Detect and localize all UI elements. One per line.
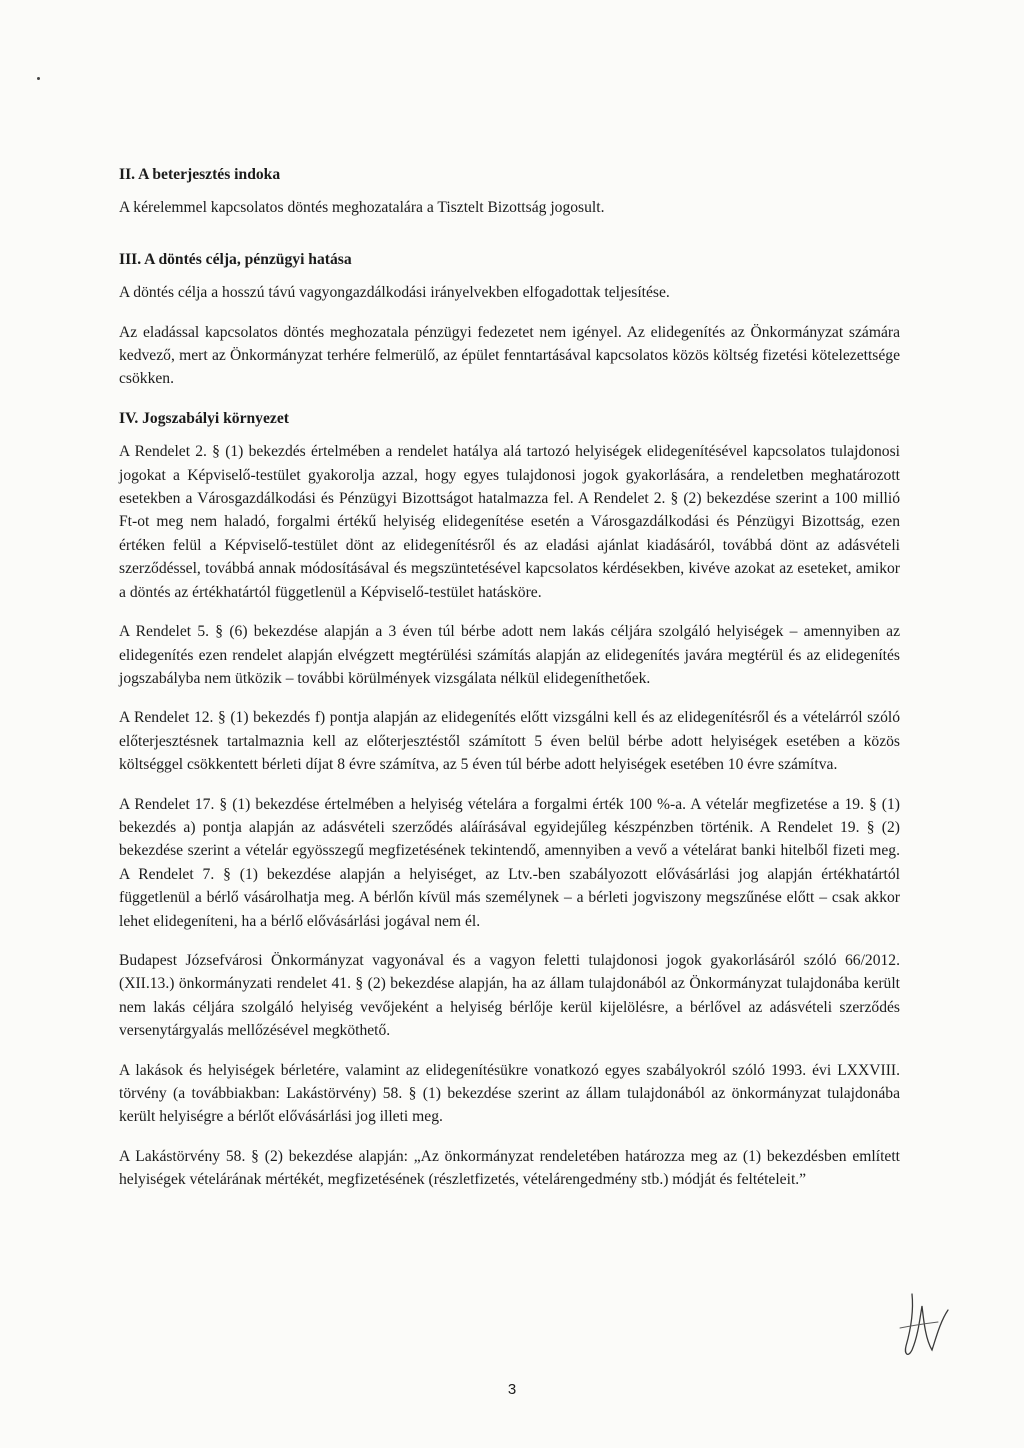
paragraph: A Rendelet 12. § (1) bekezdés f) pontja alapján az elidegenítés előtt vizsgálni kell és az elidegenítésről és a vételárról szóló előterjesztésnek tartalmaznia kell az előterjesztéstől számított 5 éven belül bérbe adott helyiségek esetében a közös költséggel csökkentett bérleti díjat 8 évre számítva, az 5 éven túl bérbe adott helyiségek esetében 10 évre számítva. — [119, 709, 900, 774]
paragraph: A Lakástörvény 58. § (2) bekezdése alapján: „Az önkormányzat rendeletében határozza meg az (1) bekezdésben említett helyiségek vételárának mértékét, megfizetésének (részletfizetés, vételárengedmény stb.) módját és feltételeit.” — [119, 1147, 900, 1189]
paragraph: A döntés célja a hosszú távú vagyongazdálkodási irányelvekben elfogadottak teljesítése. — [119, 284, 670, 302]
section-heading-jogszabalyi-kornyezet: IV. Jogszabályi környezet — [119, 409, 289, 427]
paragraph: Budapest Józsefvárosi Önkormányzat vagyonával és a vagyon feletti tulajdonosi jogok gyakorlásáról szóló 66/2012. (XII.13.) önkormányzati rendelet 41. § (2) bekezdése alapján, ha az állam tulajdonából az Önkormányzat tulajdonába került nem lakás céljára szolgáló helyiség vevőjeként a helyiség bérlője kerül kijelölésre, a bérlővel az adásvételi szerződés versenytárgyalás mellőzésével megköthető. — [119, 951, 900, 1040]
section-heading-beterjesztes-indoka: II. A beterjesztés indoka — [119, 166, 281, 183]
document-body — [119, 163, 900, 1192]
paragraph: A Rendelet 2. § (1) bekezdés értelmében a rendelet hatálya alá tartozó helyiségek elidegenítésével kapcsolatos tulajdonosi jogokat a Képviselő-testület gyakorolja azzal, hogy egyes tulajdonosi jogok gyakorlására, a rendeletben meghatározott esetekben a Városgazdálkodási és Pénzügyi Bizottságot hatalmazza fel. A Rendelet 2. § (2) bekezdése szerint a 100 millió Ft-ot meg nem haladó, forgalmi értékű helyiség elidegenítése esetén a Városgazdálkodási és Pénzügyi Bizottság, ezen értéken felül a Képviselő-testület dönt az elidegenítésről és az eladási ajánlat kiadásáról, továbbá dönt az adásvételi szerződéssel, továbbá annak módosításával és megszüntetésével kapcsolatos kérdésekben, kivéve azokat az eseteket, amikor a döntés az értékhatártól függetlenül a Képviselő-testület hatásköre. — [119, 443, 900, 601]
paragraph: Az eladással kapcsolatos döntés meghozatala pénzügyi fedezetet nem igényel. Az elidegenítés az Önkormányzat számára kedvező, mert az Önkormányzat terhére felmerülő, az épület fenntartásával kapcsolatos közös költség fizetési kötelezettsége csökken. — [119, 323, 900, 388]
paragraph: A Rendelet 17. § (1) bekezdése értelmében a helyiség vételára a forgalmi érték 100 %-a. A vételár megfizetése a 19. § (1) bekezdés a) pontja alapján az adásvételi szerződés aláírásával egyidejűleg készpénzben történik. A Rendelet 19. § (2) bekezdése szerint a vételár egyösszegű megfizetésének tekintendő, amennyiben a vevő a vételárat banki hitelből fizeti meg. A Rendelet 7. § (1) bekezdése alapján a helyiséget, az Ltv.-ben szabályozott elővásárlási jog alapján értékhatártól függetlenül a bérlő vásárolhatja meg. A bérlőn kívül más személynek – a bérleti jogviszony megszűnése előtt – csak akkor lehet elidegeníteni, ha a bérlő elővásárlási jogával nem él. — [119, 795, 900, 930]
section-heading-dontes-celja: III. A döntés célja, pénzügyi hatása — [119, 250, 352, 268]
page-number: 3 — [507, 1381, 517, 1398]
signature-mark — [892, 1288, 962, 1368]
paragraph: A Rendelet 5. § (6) bekezdése alapján a 3 éven túl bérbe adott nem lakás céljára szolgáló helyiségek – amennyiben az elidegenítés ezen rendelet alapján elvégzett megtérülési számítás alapján az elidegenítés javára megtérül és az elidegenítés jogszabályba nem ütközik – további körülmények vizsgálata nélkül elidegeníthetőek. — [119, 623, 900, 687]
paragraph: A kérelemmel kapcsolatos döntés meghozatalára a Tisztelt Bizottság jogosult. — [119, 199, 605, 217]
paragraph: A lakások és helyiségek bérletére, valamint az elidegenítésükre vonatkozó egyes szabályokról szóló 1993. évi LXXVIII. törvény (a továbbiakban: Lakástörvény) 58. § (1) bekezdése szerint az állam tulajdonából az önkormányzat tulajdonába került helyiségre a bérlőt elővásárlási jog illeti meg. — [119, 1061, 900, 1126]
scan-speck — [37, 77, 40, 80]
